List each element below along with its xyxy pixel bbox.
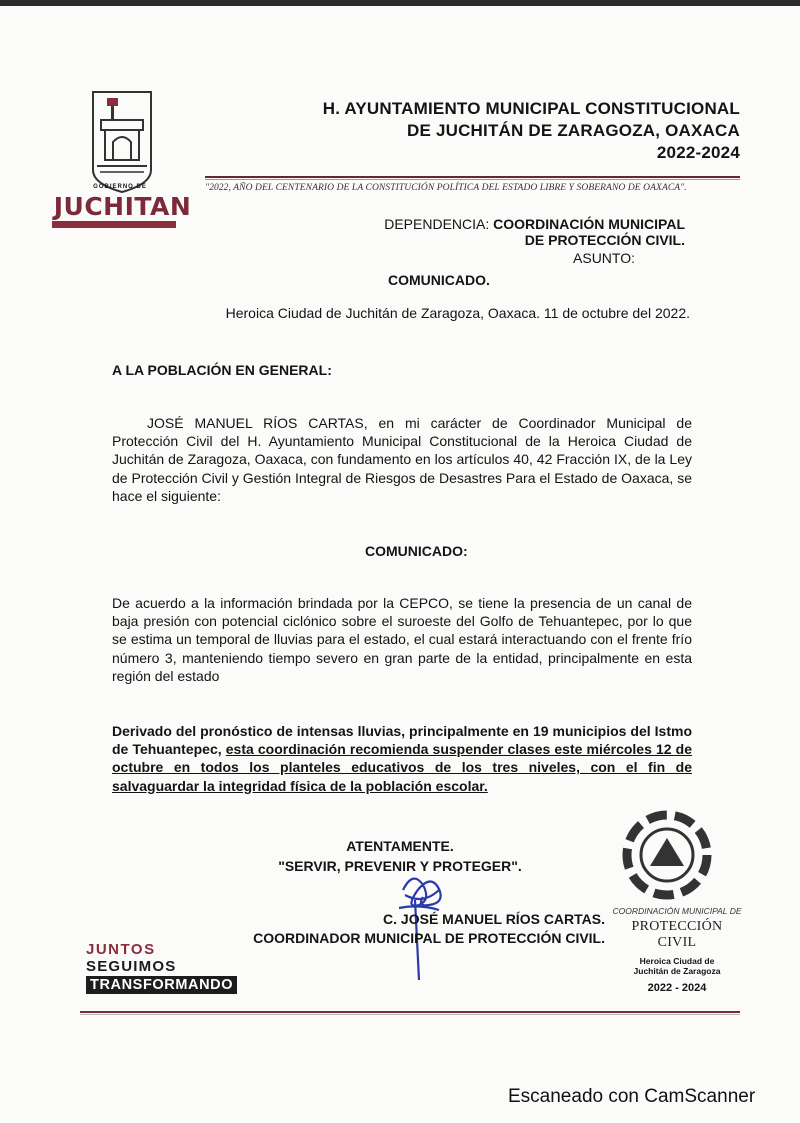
logo-band [52,221,176,228]
place-date: Heroica Ciudad de Juchitán de Zaragoza, Oaxaca. 11 de octubre del 2022. [225,305,690,321]
signer-name: C. JOSÉ MANUEL RÍOS CARTAS. [383,911,605,927]
atentamente: ATENTAMENTE. [346,838,454,854]
slogan-line-2: SEGUIMOS [86,958,177,975]
header-title [250,98,740,164]
camscanner-watermark: Escaneado con CamScanner [508,1086,756,1107]
weather-paragraph: De acuerdo a la información brindada por la CEPCO, se tiene la presencia de un canal de baja presión con potencial ciclónico sobre el suroeste del Golfo de Tehuantepec, por lo que se estima un temporal de lluvias para el estado, el cual estará interactuando con el frente frío número 3, manteniendo tiempo severo en gran parte de la entidad, principalmente en esta región del estado [112,595,692,684]
dependencia-label: DEPENDENCIA: [384,216,490,232]
header-line-3: 2022-2024 [656,143,740,162]
intro-paragraph [112,414,692,505]
lema: "SERVIR, PREVENIR Y PROTEGER". [278,858,522,874]
pc-line-3 [612,956,742,976]
pc-line-3b: Juchitán de Zaragoza [633,966,721,976]
logo-juchitan-wordmark: JUCHITAN [53,192,192,221]
pc-line-1: COORDINACIÓN MUNICIPAL DE [612,906,742,916]
intro-text: en mi carácter de Coordinador Municipal de Protección Civil del H. Ayuntamiento Municipal Constitucional de la Heroica Ciudad de Juchitán de Zaragoza, Oaxaca, con fundamento en los artículos 40, 42 Fracción IX, de la Ley de Protección Civil y Gestión Integral de Riesgos de Desastres Para el Estado de Oaxaca, se hace el siguiente: [112,415,692,504]
asunto-label: ASUNTO: [573,250,635,266]
coordinator-name: JOSÉ MANUEL RÍOS CARTAS, [147,415,368,431]
footer-rule [80,1011,740,1013]
recommendation-underlined: esta coordinación recomienda suspender clases este miércoles 12 de octubre en todos los planteles educativos de los tres niveles, con el fin de salvaguardar la integridad física de la población escolar. [112,741,692,794]
slogan-logo [86,941,237,994]
addressee: A LA POBLACIÓN EN GENERAL: [112,362,332,378]
pc-line-4: 2022 - 2024 [647,982,707,994]
logo-gobierno-label: GOBIERNO DE [93,184,147,190]
dependencia-value-1: COORDINACIÓN MUNICIPAL [493,216,685,232]
header-line-2: DE JUCHITÁN DE ZARAGOZA, OAXACA [407,121,740,140]
proteccion-civil-logo-icon [622,810,712,900]
comunicado-heading: COMUNICADO: [365,543,468,559]
year-motto: "2022, AÑO DEL CENTENARIO DE LA CONSTITUCIÓN POLÍTICA DEL ESTADO LIBRE Y SOBERANO DE OAXACA". [205,183,687,193]
footer-rule-thin [80,1014,740,1015]
recommendation-intro: Derivado del pronóstico de intensas lluvias, principalmente en 19 municipios del Istmo de Tehuantepec, [112,723,692,758]
slogan-line-1: JUNTOS [86,941,156,958]
header-line-1: H. AYUNTAMIENTO MUNICIPAL CONSTITUCIONAL [322,99,740,118]
recommendation-paragraph [112,722,692,795]
asunto-value: COMUNICADO. [388,272,490,288]
proteccion-civil-caption [612,906,742,994]
pc-line-2: PROTECCIÓN CIVIL [631,919,723,950]
slogan-line-3: TRANSFORMANDO [86,976,237,994]
header-rule [205,176,740,178]
pc-line-3a: Heroica Ciudad de [639,956,715,966]
signer-title: COORDINADOR MUNICIPAL DE PROTECCIÓN CIVIL. [253,930,605,946]
top-edge [0,0,800,6]
dependencia-block [300,216,685,248]
dependencia-value-2: DE PROTECCIÓN CIVIL. [524,232,685,248]
header-rule-thin [205,179,740,180]
